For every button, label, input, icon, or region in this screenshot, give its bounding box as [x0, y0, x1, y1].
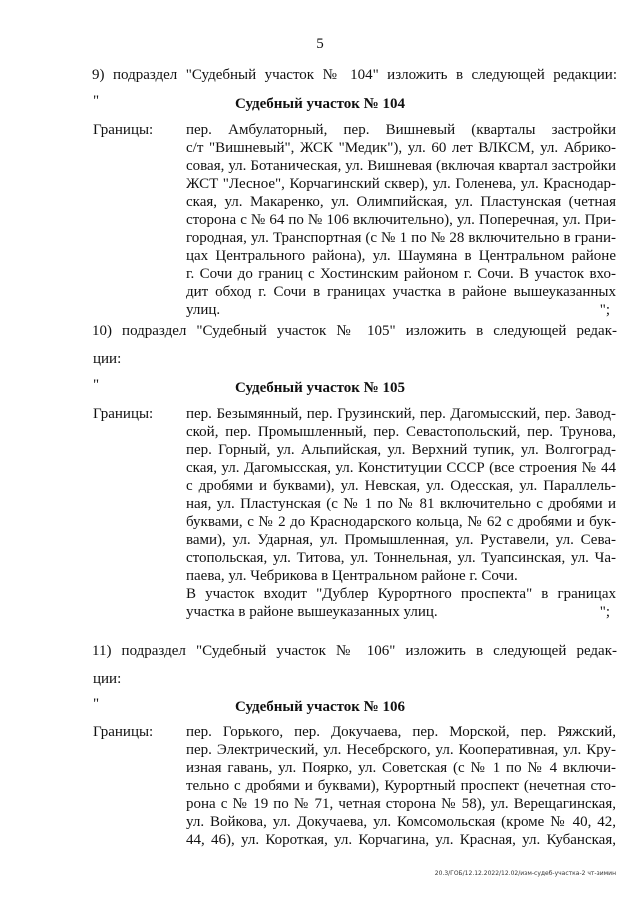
section-105-close-quote: "; — [599, 604, 610, 620]
section-104-close-quote: "; — [599, 302, 610, 318]
boundary-line: пер. Горького, пер. Докучаева, пер. Морской, пер. Ряжский, — [186, 724, 616, 740]
page-number: 5 — [316, 36, 324, 52]
boundary-line: тельно с дробями и буквами), Курортный проспект (нечетная сто- — [186, 778, 616, 794]
section-106-open-quote: " — [93, 696, 100, 712]
boundary-line-last — [186, 301, 616, 319]
boundary-line: сторона с № 64 по № 106 включительно), ул. Поперечная, ул. При- — [186, 212, 616, 228]
boundary-line-last — [186, 603, 616, 621]
boundary-line: ская, ул. Макаренко, ул. Олимпийская, ул. Пластунская (четная — [186, 194, 616, 210]
boundary-line: ул. Войкова, ул. Докучаева, ул. Комсомольская (кроме № 40, 42, — [186, 814, 616, 830]
section-104-intro: 9) подраздел "Судебный участок № 104" изложить в следующей редакции: — [92, 67, 617, 83]
boundary-line: городная, ул. Транспортная (с № 1 по № 28 включительно в грани- — [186, 230, 616, 246]
section-105-boundaries-text — [186, 405, 616, 621]
boundary-line: г. Сочи до границ с Хостинским районом г. Сочи. В участок вхо- — [186, 266, 616, 282]
section-105-title: Судебный участок № 105 — [234, 380, 405, 396]
boundary-line: 44, 46), ул. Короткая, ул. Корчагина, ул. Красная, ул. Кубанская, — [186, 832, 616, 848]
section-106-intro-cont: ции: — [93, 671, 122, 687]
boundary-line: цах Центрального района), ул. Шаумяна в Центральном районе — [186, 248, 616, 264]
section-106-boundaries-text — [186, 723, 616, 849]
boundary-line: пер. Безымянный, пер. Грузинский, пер. Дагомысский, пер. Завод- — [186, 406, 616, 422]
section-104-title: Судебный участок № 104 — [234, 96, 405, 112]
document-footer-code: 20.3/ГОБ/12.12.2022/12.02/изм-судеб-участка-2 чт-зимин — [434, 870, 616, 877]
boundary-line: с дробями и буквами), ул. Невская, ул. Одесская, ул. Параллель- — [186, 478, 616, 494]
boundary-line: вами), ул. Ударная, ул. Промышленная, ул. Руставели, ул. Сева- — [186, 532, 616, 548]
boundary-line: с/т "Вишневый", ЖСК "Медик"), ул. 60 лет ВЛКСМ, ул. Абрико- — [186, 140, 616, 156]
boundary-line: ская, ул. Дагомысская, ул. Конституции СССР (все строения № 44 — [186, 460, 616, 476]
boundary-line: рона с № 19 по № 71, четная сторона № 58), ул. Верещагинская, — [186, 796, 616, 812]
boundary-line-text: участка в районе вышеуказанных улиц. — [186, 604, 438, 620]
boundary-line: ная, ул. Пластунская (с № 1 по № 81 включительно с дробями и — [186, 496, 616, 512]
boundary-line: паева, ул. Чебрикова в Центральном районе г. Сочи. — [186, 568, 518, 584]
boundary-line: дит обход г. Сочи в границах участка в районе вышеуказанных — [186, 284, 616, 300]
section-104-open-quote: " — [93, 93, 100, 109]
boundary-line-text: улиц. — [186, 302, 221, 318]
section-105-intro: 10) подраздел "Судебный участок № 105" изложить в следующей редак- — [92, 323, 617, 339]
section-105-open-quote: " — [93, 377, 100, 393]
boundary-line: совая, ул. Ботаническая, ул. Вишневая (включая квартал застройки — [186, 158, 616, 174]
boundary-line: пер. Электрический, ул. Несебрского, ул. Кооперативная, ул. Кру- — [186, 742, 616, 758]
boundary-line: ской, пер. Промышленный, пер. Севастопольский, пер. Трунова, — [186, 424, 616, 440]
boundary-line: В участок входит "Дублер Курортного проспекта" в границах — [186, 586, 616, 602]
boundary-line: стопольская, ул. Титова, ул. Тоннельная, ул. Туапсинская, ул. Ча- — [186, 550, 616, 566]
boundary-line: буквами, с № 2 до Краснодарского кольца, № 62 с дробями и бук- — [186, 514, 616, 530]
section-106-intro: 11) подраздел "Судебный участок № 106" изложить в следующей редак- — [92, 643, 617, 659]
section-105-boundaries-label: Границы: — [93, 406, 154, 422]
section-106-title: Судебный участок № 106 — [234, 699, 405, 715]
boundary-line: ЖСТ "Лесное", Корчагинский сквер), ул. Голенева, ул. Краснодар- — [186, 176, 616, 192]
boundary-line: изная гавань, ул. Поярко, ул. Советская (с № 1 по № 4 включи- — [186, 760, 616, 776]
section-104-boundaries-label: Границы: — [93, 122, 154, 138]
section-104-boundaries-text — [186, 121, 616, 319]
boundary-line: пер. Амбулаторный, пер. Вишневый (кварталы застройки — [186, 122, 616, 138]
boundary-line: пер. Горный, ул. Альпийская, ул. Верхний тупик, ул. Волгоград- — [186, 442, 616, 458]
section-106-boundaries-label: Границы: — [93, 724, 154, 740]
section-105-intro-cont: ции: — [93, 351, 122, 367]
